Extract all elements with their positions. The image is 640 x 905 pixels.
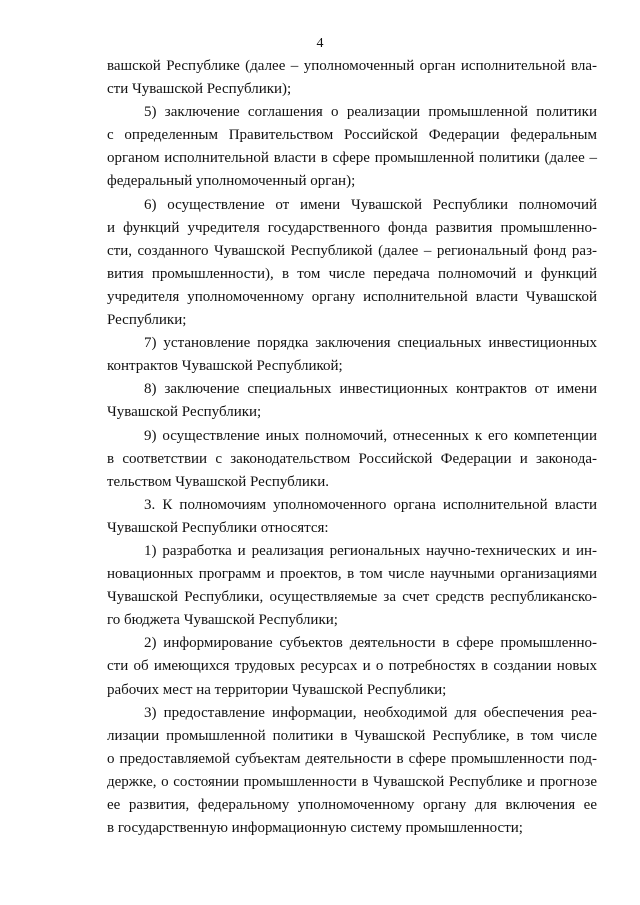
text-line: тельством Чувашской Республики. — [107, 473, 329, 490]
document-body — [107, 55, 597, 840]
text-line: контрактов Чувашской Республикой; — [107, 358, 343, 375]
text-line: 1) разработка и реализация региональных научно-технических и ин- — [144, 542, 597, 559]
text-line: ее развития, федеральному уполномоченному органу для включения ее — [107, 797, 597, 813]
text-line: 8) заключение специальных инвестиционных контрактов от имени — [144, 381, 597, 398]
text-line: 2) информирование субъектов деятельности в сфере промышленно- — [144, 635, 597, 652]
text-line: 3) предоставление информации, необходимой для обеспечения реа- — [144, 704, 597, 721]
text-line: го бюджета Чувашской Республики; — [107, 612, 338, 629]
text-line: органом исполнительной власти в сфере промышленной политики (далее – — [107, 150, 597, 167]
text-line: вития промышленности), в том числе передача полномочий и функций — [107, 265, 597, 282]
text-line: и функций учредителя государственного фонда развития промышленно- — [107, 219, 597, 236]
text-line: сти Чувашской Республики); — [107, 81, 292, 98]
text-line: 6) осуществление от имени Чувашской Республики полномочий — [144, 196, 597, 213]
text-line: 3. К полномочиям уполномоченного органа исполнительной власти — [144, 496, 597, 513]
text-line: новационных программ и проектов, в том числе научными организациями — [107, 566, 597, 583]
text-line: 5) заключение соглашения о реализации промышленной политики — [144, 104, 597, 121]
text-line: федеральный уполномоченный орган); — [107, 173, 356, 190]
text-line: держке, о состоянии промышленности в Чувашской Республике и прогнозе — [107, 773, 597, 790]
text-line: с определенным Правительством Российской Федерации федеральным — [107, 127, 597, 144]
text-line: лизации промышленной политики в Чувашской Республике, в том числе — [107, 727, 597, 744]
text-line: рабочих мест на территории Чувашской Республики; — [107, 681, 447, 698]
text-line: в соответствии с законодательством Российской Федерации и законода- — [107, 450, 597, 467]
text-line: Республики; — [107, 312, 187, 329]
text-line: Чувашской Республики, осуществляемые за счет средств республиканско- — [107, 589, 597, 606]
text-line: о предоставляемой субъектам деятельности в сфере промышленности под- — [107, 750, 597, 767]
text-line: Чувашской Республики относятся: — [107, 519, 329, 536]
page-number: 4 — [316, 36, 324, 51]
text-line: сти, созданного Чувашской Республикой (далее – региональный фонд раз- — [107, 242, 597, 259]
text-line: 7) установление порядка заключения специальных инвестиционных — [144, 335, 597, 352]
text-line: вашской Республике (далее – уполномоченный орган исполнительной вла- — [107, 58, 597, 74]
text-line: 9) осуществление иных полномочий, отнесенных к его компетенции — [144, 427, 597, 444]
text-line: в государственную информационную систему промышленности; — [107, 820, 523, 837]
text-line: сти об имеющихся трудовых ресурсах и о потребностях в создании новых — [107, 658, 597, 675]
text-line: Чувашской Республики; — [107, 404, 262, 421]
text-line: учредителя уполномоченному органу исполнительной власти Чувашской — [107, 288, 597, 305]
